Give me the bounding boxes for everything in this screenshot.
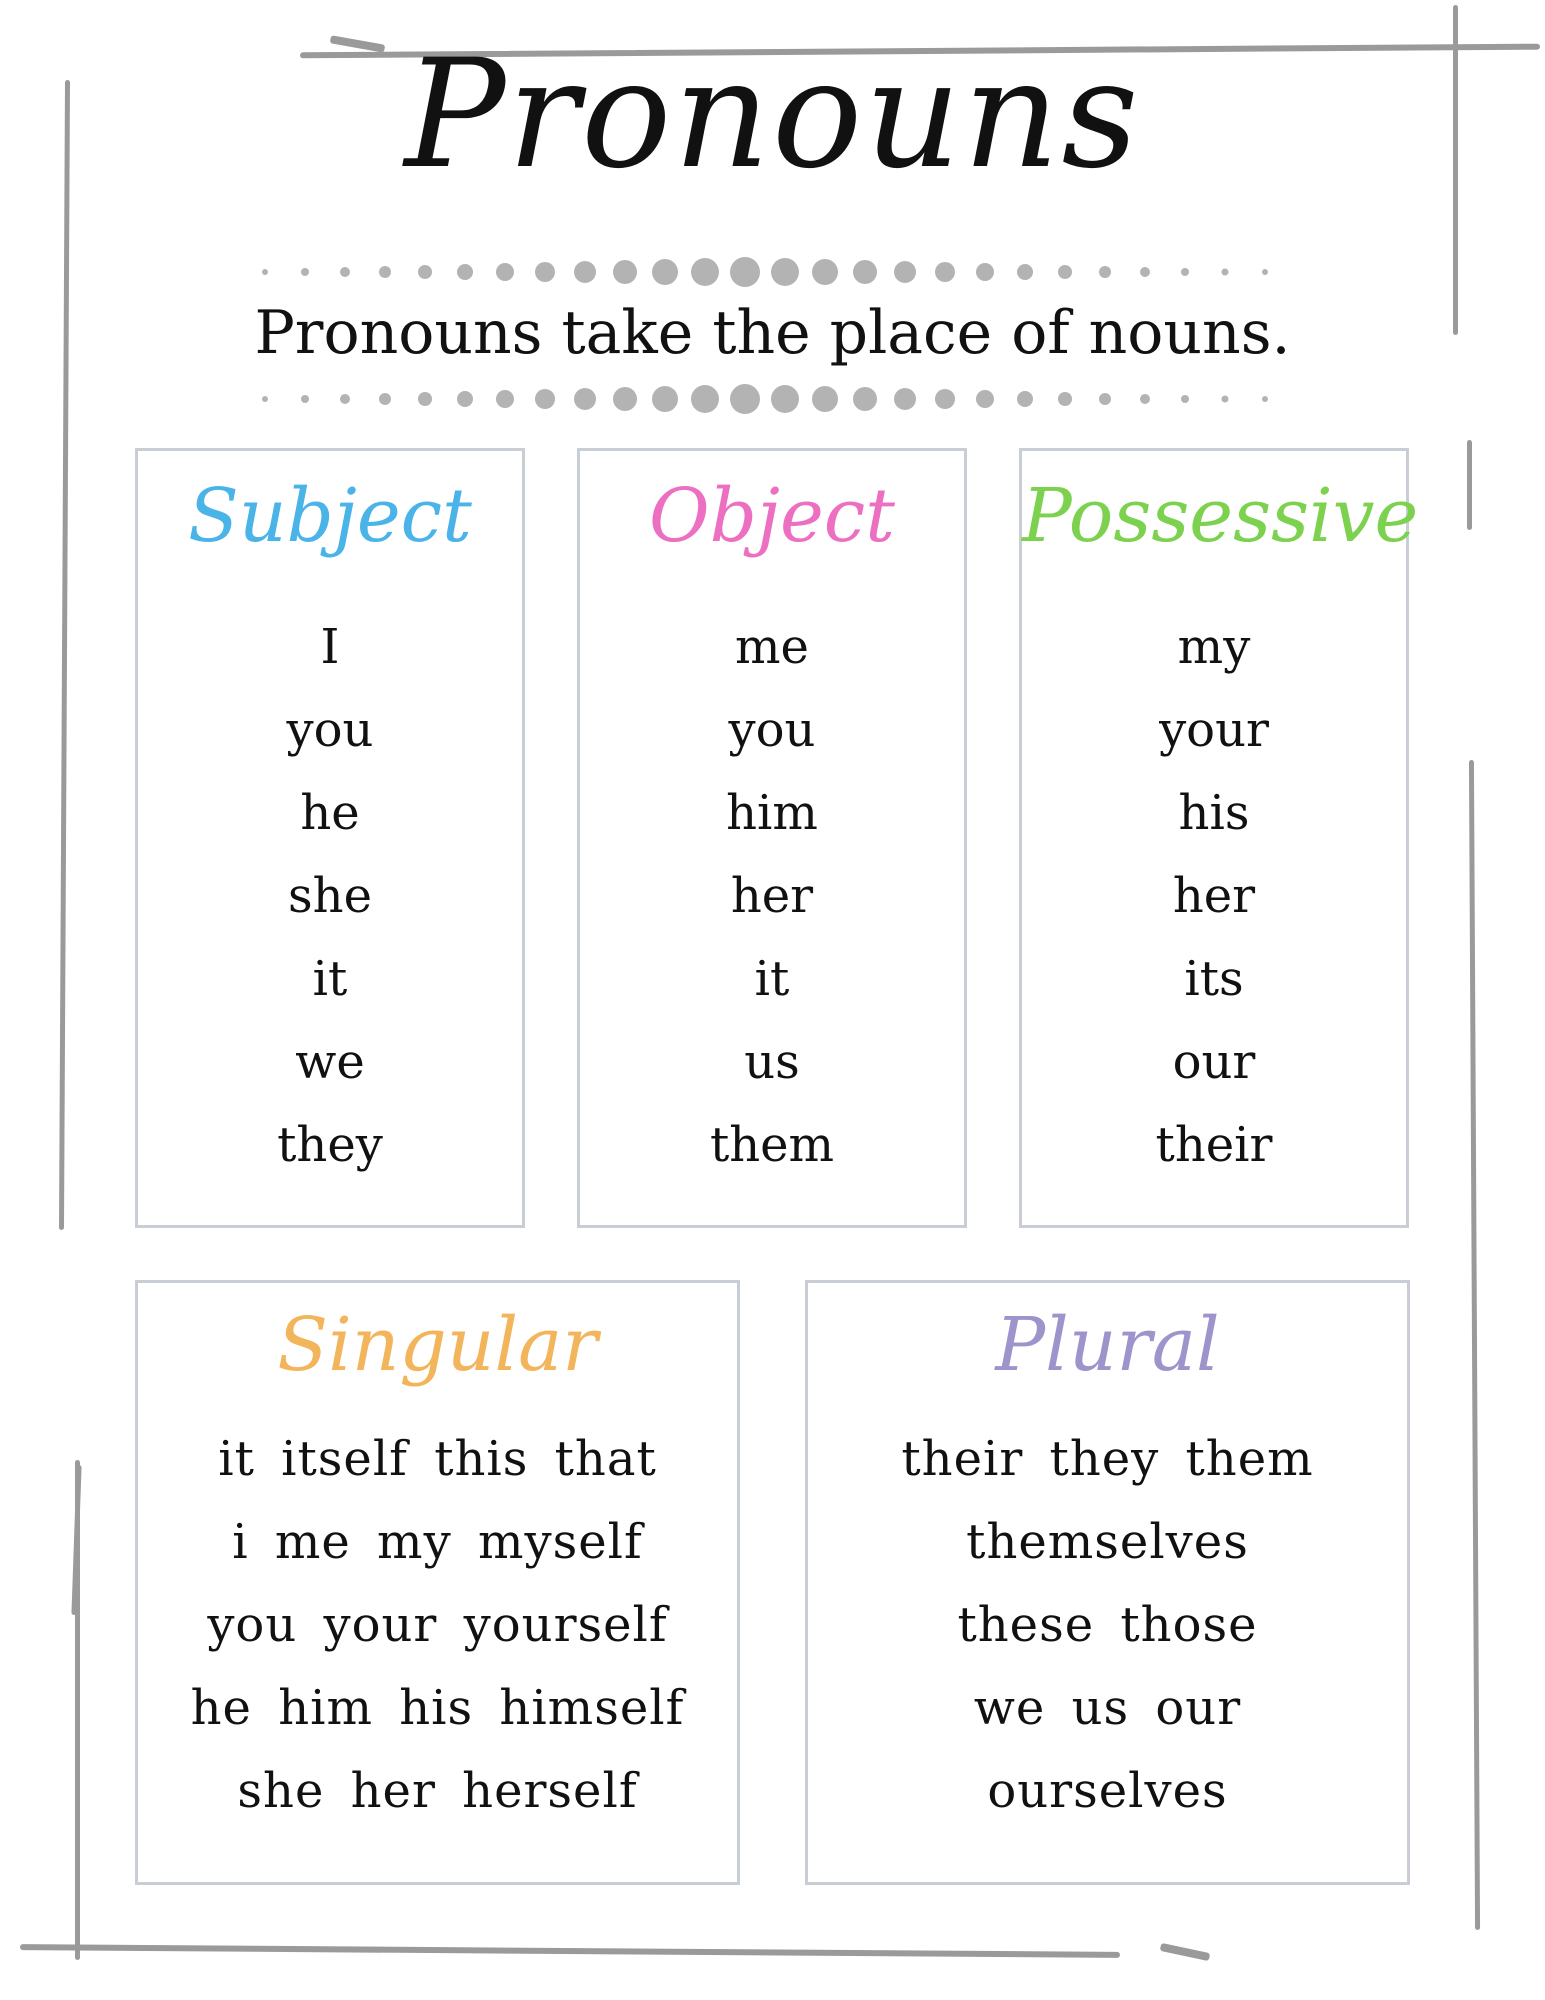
list-item: he him his himself (190, 1680, 685, 1736)
list-item: you (286, 702, 374, 758)
frame-bottom-line (20, 1944, 1120, 1958)
object-word-list (580, 606, 964, 1187)
plural-box (805, 1280, 1410, 1885)
list-item: themselves (966, 1514, 1249, 1570)
list-item: her (730, 868, 814, 924)
list-item: we (295, 1034, 365, 1090)
dot-divider-top (250, 257, 1295, 287)
subtitle: Pronouns take the place of nouns. (254, 298, 1291, 368)
possessive-box (1019, 448, 1419, 1228)
list-item: him (726, 785, 818, 841)
list-item: us (744, 1034, 800, 1090)
list-item: she her herself (237, 1763, 638, 1819)
list-item: these those (957, 1597, 1258, 1653)
list-item: our (1172, 1034, 1256, 1090)
list-item: she (288, 868, 372, 924)
list-item: it (312, 951, 348, 1007)
list-item: your (1159, 702, 1269, 758)
possessive-word-list (1022, 606, 1406, 1187)
subject-word-list (138, 606, 522, 1187)
list-item: them (709, 1117, 835, 1173)
list-item: their (1155, 1117, 1273, 1173)
singular-line-list (138, 1418, 737, 1833)
plural-heading: Plural (995, 1302, 1220, 1388)
list-item: i me my myself (232, 1514, 643, 1570)
list-item: my (1177, 619, 1251, 675)
subject-heading: Subject (188, 473, 472, 559)
frame-left-line (59, 80, 70, 1230)
possessive-heading: Possessive (1022, 473, 1419, 559)
page-title: Pronouns (404, 28, 1141, 202)
frame-right-line (1469, 760, 1480, 1930)
list-item: we us our (973, 1680, 1242, 1736)
list-item: I (320, 619, 340, 675)
object-heading: Object (649, 473, 895, 559)
list-item: you (728, 702, 816, 758)
list-item: me (735, 619, 809, 675)
object-box (577, 448, 967, 1228)
list-item: it itself this that (218, 1431, 657, 1487)
list-item: it (754, 951, 790, 1007)
frame-bottom-right-stroke (1160, 1943, 1211, 1961)
list-item: their they them (901, 1431, 1314, 1487)
frame-left-tick (71, 1465, 81, 1615)
plural-line-list (808, 1418, 1407, 1833)
list-item: he (300, 785, 360, 841)
list-item: her (1172, 868, 1256, 924)
frame-right-tick (1467, 440, 1472, 530)
list-item: its (1184, 951, 1244, 1007)
list-item: ourselves (987, 1763, 1228, 1819)
singular-heading: Singular (277, 1302, 598, 1388)
subject-box (135, 448, 525, 1228)
singular-box (135, 1280, 740, 1885)
list-item: you your yourself (207, 1597, 668, 1653)
list-item: his (1178, 785, 1250, 841)
list-item: they (277, 1117, 383, 1173)
dot-divider-bottom (250, 384, 1295, 414)
